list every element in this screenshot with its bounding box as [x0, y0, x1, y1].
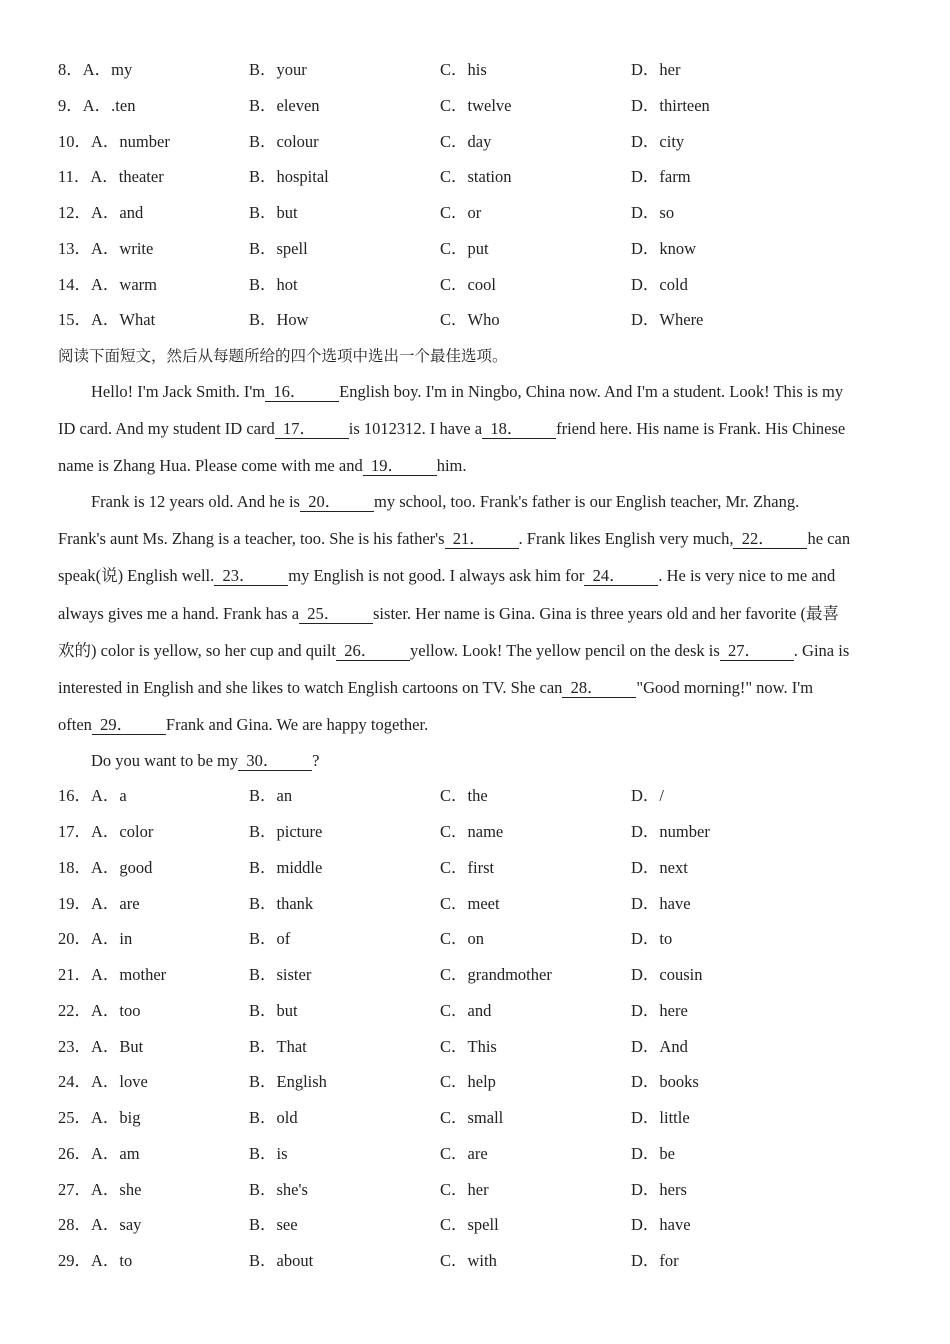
passage-line: Frank's aunt Ms. Zhang is a teacher, too. She is his father's 21． . Frank likes English very much, 22． he can: [58, 529, 851, 548]
option-b: B．middle: [249, 858, 323, 877]
option-c: C．day: [440, 132, 492, 151]
option-c: C．Who: [440, 310, 500, 329]
question-row: [0, 163, 950, 191]
option-d: D．know: [631, 239, 697, 258]
passage-line: ID card. And my student ID card 17． is 1012312. I have a 18． friend here. His name is Frank. His Chinese: [58, 419, 846, 438]
option-a: 23．A．But: [58, 1037, 144, 1056]
option-b: B．picture: [249, 822, 323, 841]
question-row: [0, 1068, 950, 1096]
question-row: [0, 925, 950, 953]
option-d: D．her: [631, 60, 681, 79]
option-a: 12．A．and: [58, 203, 144, 222]
question-row: [0, 997, 950, 1025]
reading-instruction: 阅读下面短文，然后从每题所给的四个选项中选出一个最佳选项。: [58, 347, 508, 365]
option-a: 11．A．theater: [58, 167, 164, 186]
option-d: D．cousin: [631, 965, 703, 984]
option-c: C．with: [440, 1251, 497, 1270]
blank-27: 27．: [720, 642, 794, 661]
option-a: 21．A．mother: [58, 965, 167, 984]
option-b: B．spell: [249, 239, 308, 258]
question-row: [0, 890, 950, 918]
blank-17: 17．: [275, 420, 349, 439]
option-b: B．of: [249, 929, 291, 948]
question-row: [0, 235, 950, 263]
option-c: C．name: [440, 822, 504, 841]
option-d: D．have: [631, 894, 691, 913]
option-a: 9．A．.ten: [58, 96, 136, 115]
option-c: C．twelve: [440, 96, 512, 115]
option-a: 18．A．good: [58, 858, 153, 877]
option-a: 17．A．color: [58, 822, 154, 841]
option-d: D．be: [631, 1144, 675, 1163]
option-b: B．see: [249, 1215, 298, 1234]
option-b: B．colour: [249, 132, 319, 151]
option-c: C．help: [440, 1072, 496, 1091]
option-a: 10．A．number: [58, 132, 170, 151]
option-d: D．And: [631, 1037, 688, 1056]
blank-19: 19．: [363, 457, 437, 476]
option-b: B．hospital: [249, 167, 329, 186]
option-b: B．That: [249, 1037, 307, 1056]
option-d: D．for: [631, 1251, 679, 1270]
passage-line: always gives me a hand. Frank has a 25． sister. Her name is Gina. Gina is three years old and her favorite (最喜: [58, 604, 839, 623]
option-c: C．station: [440, 167, 512, 186]
blank-28: 28．: [562, 679, 636, 698]
option-d: D．Where: [631, 310, 704, 329]
option-c: C．small: [440, 1108, 504, 1127]
question-row: [0, 782, 950, 810]
option-c: C．on: [440, 929, 485, 948]
option-b: B．sister: [249, 965, 312, 984]
passage-line: name is Zhang Hua. Please come with me and 19． him.: [58, 456, 467, 475]
question-row: [0, 854, 950, 882]
question-row: [0, 92, 950, 120]
blank-24: 24．: [584, 567, 658, 586]
option-c: C．cool: [440, 275, 496, 294]
question-row: [0, 199, 950, 227]
option-c: C．put: [440, 239, 489, 258]
option-b: B．but: [249, 1001, 298, 1020]
option-c: C．or: [440, 203, 482, 222]
passage-line: Hello! I'm Jack Smith. I'm 16． English boy. I'm in Ningbo, China now. And I'm a student. Look! This is my: [91, 382, 844, 401]
question-row: [0, 1140, 950, 1168]
option-b: B．about: [249, 1251, 314, 1270]
option-d: D．cold: [631, 275, 688, 294]
question-row: [0, 818, 950, 846]
option-c: C．and: [440, 1001, 492, 1020]
question-row: [0, 1104, 950, 1132]
blank-20: 20．: [300, 493, 374, 512]
option-a: 28．A．say: [58, 1215, 142, 1234]
option-b: B．eleven: [249, 96, 320, 115]
option-c: C．the: [440, 786, 488, 805]
option-d: D．books: [631, 1072, 699, 1091]
question-row: [0, 128, 950, 156]
option-a: 26．A．am: [58, 1144, 140, 1163]
blank-30: 30．: [238, 752, 312, 771]
question-row: [0, 961, 950, 989]
option-c: C．meet: [440, 894, 500, 913]
option-b: B．thank: [249, 894, 314, 913]
option-a: 15．A．What: [58, 310, 156, 329]
option-d: D．next: [631, 858, 688, 877]
option-d: D．number: [631, 822, 710, 841]
option-a: 29．A．to: [58, 1251, 133, 1270]
question-row: [0, 1211, 950, 1239]
option-d: D．to: [631, 929, 673, 948]
blank-23: 23．: [214, 567, 288, 586]
option-b: B．your: [249, 60, 307, 79]
option-d: D．/: [631, 786, 664, 805]
blank-29: 29．: [92, 716, 166, 735]
option-a: 13．A．write: [58, 239, 154, 258]
option-c: C．grandmother: [440, 965, 552, 984]
passage-line: often 29． Frank and Gina. We are happy together.: [58, 715, 429, 734]
question-row: [0, 1033, 950, 1061]
question-row: [0, 306, 950, 334]
option-b: B．hot: [249, 275, 298, 294]
option-c: C．first: [440, 858, 495, 877]
option-a: 24．A．love: [58, 1072, 148, 1091]
passage-line: speak(说) English well. 23． my English is not good. I always ask him for 24． . He is very nice to me and: [58, 566, 836, 585]
question-row: [0, 1247, 950, 1275]
option-d: D．have: [631, 1215, 691, 1234]
option-b: B．English: [249, 1072, 327, 1091]
passage-line: Frank is 12 years old. And he is 20． my school, too. Frank's father is our English teacher, Mr. Zhang.: [91, 492, 800, 511]
blank-21: 21．: [445, 530, 519, 549]
question-row: [0, 271, 950, 299]
option-b: B．she's: [249, 1180, 308, 1199]
option-a: 19．A．are: [58, 894, 140, 913]
blank-26: 26．: [336, 642, 410, 661]
blank-25: 25．: [299, 605, 373, 624]
option-a: 22．A．too: [58, 1001, 141, 1020]
option-c: C．her: [440, 1180, 489, 1199]
option-b: B．is: [249, 1144, 288, 1163]
passage-line: 欢的) color is yellow, so her cup and quilt 26． yellow. Look! The yellow pencil on the desk is 27． . Gina is: [58, 641, 850, 660]
passage-line: Do you want to be my 30． ?: [91, 751, 320, 770]
option-d: D．little: [631, 1108, 690, 1127]
option-d: D．thirteen: [631, 96, 710, 115]
option-a: 25．A．big: [58, 1108, 141, 1127]
option-c: C．his: [440, 60, 487, 79]
question-row: [0, 1176, 950, 1204]
blank-18: 18．: [482, 420, 556, 439]
option-c: C．spell: [440, 1215, 499, 1234]
option-c: C．are: [440, 1144, 488, 1163]
option-a: 8．A．my: [58, 60, 133, 79]
option-b: B．How: [249, 310, 309, 329]
option-b: B．but: [249, 203, 298, 222]
option-a: 20．A．in: [58, 929, 133, 948]
passage-line: interested in English and she likes to watch English cartoons on TV. She can 28． "Good morning!" now. I'm: [58, 678, 814, 697]
option-c: C．This: [440, 1037, 497, 1056]
option-d: D．farm: [631, 167, 691, 186]
option-b: B．an: [249, 786, 293, 805]
question-row: [0, 56, 950, 84]
blank-22: 22．: [733, 530, 807, 549]
option-d: D．hers: [631, 1180, 687, 1199]
blank-16: 16．: [265, 383, 339, 402]
option-a: 27．A．she: [58, 1180, 142, 1199]
option-a: 16．A．a: [58, 786, 127, 805]
option-b: B．old: [249, 1108, 298, 1127]
option-d: D．so: [631, 203, 675, 222]
option-d: D．here: [631, 1001, 688, 1020]
option-d: D．city: [631, 132, 685, 151]
option-a: 14．A．warm: [58, 275, 157, 294]
